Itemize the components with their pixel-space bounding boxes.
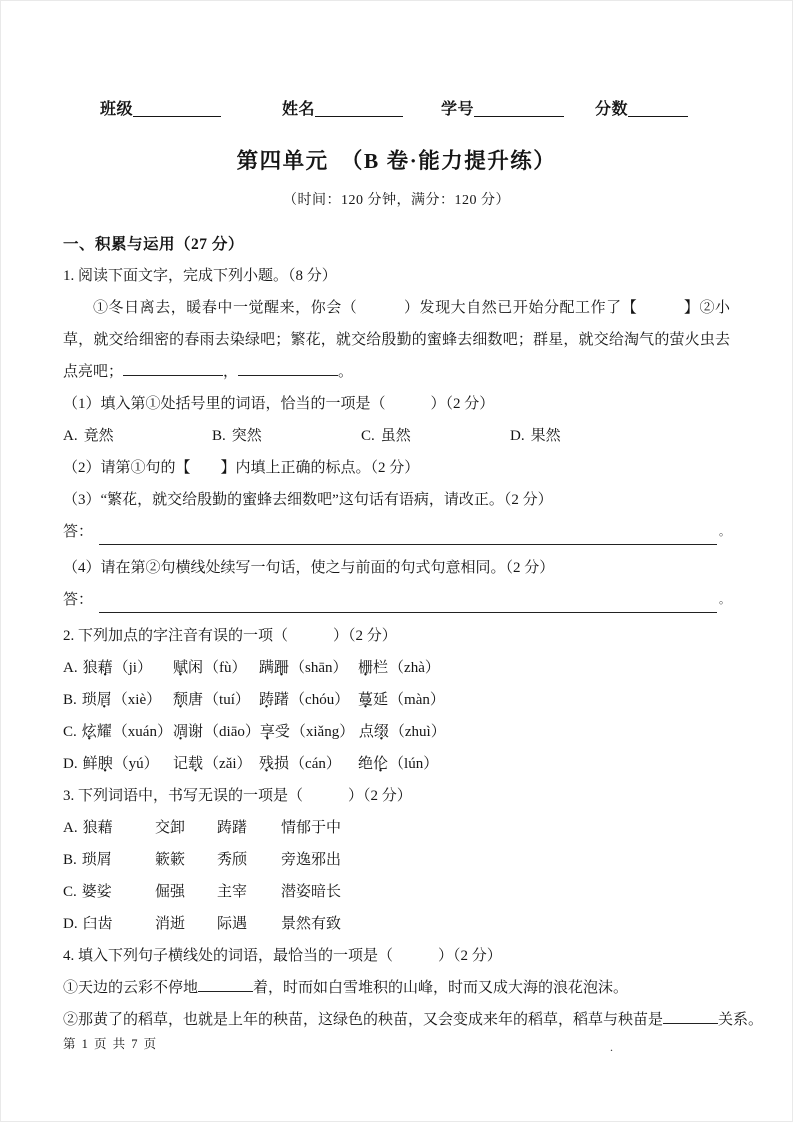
word-item <box>155 908 217 940</box>
pinyin: （chóu） <box>290 692 350 708</box>
q3-rows <box>63 812 730 940</box>
write-in-blank[interactable] <box>99 544 717 545</box>
plain-char: 耀 <box>96 724 112 740</box>
passage-text: ①冬日离去，暖春中一觉醒来，你会（ ）发现大自然已开始分配工作了【 】②小草，就交给细密的春雨去染绿吧；繁花，就交给殷勤的蜜蜂去细数吧；群星，就交给淘气的萤火虫去点亮吧； <box>63 300 730 380</box>
emphasized-char: 颓 <box>173 692 189 708</box>
option-label: A. <box>63 428 78 444</box>
pinyin-item <box>173 652 259 684</box>
write-in-blank[interactable] <box>198 976 253 992</box>
pinyin-item <box>260 716 359 748</box>
word <box>82 724 112 740</box>
pinyin: （diāo） <box>204 724 260 740</box>
field-label: 分数 <box>595 101 629 118</box>
word <box>259 756 289 772</box>
word-item <box>217 844 281 876</box>
word <box>173 660 203 676</box>
word-item <box>281 812 341 844</box>
plain-char: 鲜 <box>82 756 98 772</box>
option-c <box>361 420 510 452</box>
pinyin-item <box>259 748 358 780</box>
sentence-text: ①天边的云彩不停地 <box>63 980 199 996</box>
stray-mark: . <box>610 1040 613 1054</box>
option-label: D. <box>510 428 525 444</box>
pinyin-item <box>63 748 173 780</box>
q1-stem: 1. 阅读下面文字，完成下列小题。（8 分） <box>63 268 337 284</box>
pinyin: （cán） <box>290 756 341 772</box>
option-label: C. <box>361 428 375 444</box>
option-text: 突然 <box>231 428 262 444</box>
q4-sentence-2 <box>63 1004 764 1036</box>
pinyin: （xuán） <box>112 724 172 740</box>
q1-sub1-options <box>63 420 730 452</box>
word <box>260 724 290 740</box>
q4-sentence-1 <box>63 972 730 1004</box>
row-label: A. <box>63 820 78 836</box>
field-label: 学号 <box>441 101 475 118</box>
plain-char: 记 <box>173 756 189 772</box>
emphasized-char: 残 <box>259 756 275 772</box>
emphasized-char: 踌 <box>259 692 275 708</box>
row-label: B. <box>63 692 77 708</box>
emphasized-char: 蔓 <box>358 692 374 708</box>
pinyin-item <box>359 716 446 748</box>
answer-label: 答： <box>63 592 94 608</box>
q1-sub4-answer-line <box>63 584 730 620</box>
word-item <box>63 876 155 908</box>
plain-char: 蹒 <box>259 660 275 676</box>
q1-sub1-stem: （1）填入第①处括号里的词语，恰当的一项是（ ）（2 分） <box>63 396 495 412</box>
word <box>358 660 388 676</box>
word: 消逝 <box>155 916 186 932</box>
student-info-field <box>282 96 403 119</box>
q4-stem: 4. 填入下列句子横线处的词语，最恰当的一项是（ ）（2 分） <box>63 948 502 964</box>
pinyin-item <box>173 748 259 780</box>
word: 臼齿 <box>82 916 113 932</box>
sentence-text: ②那黄了的稻草，也就是上年的秧苗，这绿色的秧苗，又会变成来年的稻草，稻草与秧苗是 <box>63 1012 664 1028</box>
pinyin-item <box>358 684 445 716</box>
row-label: C. <box>63 724 77 740</box>
field-label: 姓名 <box>282 101 316 118</box>
write-in-blank[interactable] <box>628 116 688 117</box>
passage-comma: ， <box>223 364 239 380</box>
option-label: B. <box>212 428 226 444</box>
write-in-blank[interactable] <box>99 612 717 613</box>
q3-row <box>63 876 730 908</box>
word-item <box>281 876 341 908</box>
write-in-blank[interactable] <box>474 116 564 117</box>
q1-sub4-stem: （4）请在第②句横线处续写一句话，使之与前面的句式句意相同。（2 分） <box>63 560 555 576</box>
plain-char: 狼 <box>82 660 98 676</box>
pinyin: （lún） <box>389 756 439 772</box>
emphasized-char: 缀 <box>373 724 389 740</box>
word-item <box>63 908 155 940</box>
pinyin: （zhuì） <box>389 724 446 740</box>
emphasized-char: 炫 <box>81 724 97 740</box>
pinyin-item <box>173 684 259 716</box>
passage-period: 。 <box>338 364 354 380</box>
plain-char: 损 <box>274 756 290 772</box>
sentence-text: 着，时而如白雪堆积的山峰，时而又成大海的浪花泡沫。 <box>253 980 629 996</box>
write-in-blank[interactable] <box>663 1008 718 1024</box>
field-label: 班级 <box>100 101 134 118</box>
plain-char: 躇 <box>274 692 290 708</box>
word-item <box>217 876 281 908</box>
q1-passage <box>63 292 730 388</box>
pinyin-item <box>259 684 358 716</box>
word: 旁逸邪出 <box>281 852 342 868</box>
q2-row <box>63 652 730 684</box>
word <box>358 692 388 708</box>
answer-period: 。 <box>719 526 730 538</box>
sentence-text: 关系。 <box>718 1012 764 1028</box>
pinyin: （shān） <box>290 660 348 676</box>
word-item <box>63 844 155 876</box>
q3-stem: 3. 下列词语中，书写无误的一项是（ ）（2 分） <box>63 788 412 804</box>
q2-row <box>63 684 730 716</box>
option-text: 虽然 <box>380 428 411 444</box>
pinyin-item <box>358 652 440 684</box>
word: 际遇 <box>217 916 248 932</box>
word <box>173 756 203 772</box>
row-label: C. <box>63 884 77 900</box>
pinyin: （màn） <box>389 692 445 708</box>
pinyin: （zǎi） <box>204 756 252 772</box>
pinyin: （xiè） <box>112 692 162 708</box>
q3-row <box>63 908 730 940</box>
word <box>359 724 389 740</box>
word-item <box>63 812 155 844</box>
word-item <box>155 844 217 876</box>
emphasized-char: 载 <box>188 756 204 772</box>
pinyin: （zhà） <box>389 660 440 676</box>
plain-char: 栏 <box>373 660 389 676</box>
option-b <box>212 420 361 452</box>
q2-stem: 2. 下列加点的字注音有误的一项（ ）（2 分） <box>63 628 397 644</box>
word: 主宰 <box>217 884 248 900</box>
word: 秀颀 <box>217 852 248 868</box>
word <box>173 692 203 708</box>
word <box>82 692 112 708</box>
word-item <box>217 812 281 844</box>
option-d <box>510 420 659 452</box>
row-label: B. <box>63 852 77 868</box>
plain-char: 受 <box>274 724 290 740</box>
plain-char: 闲 <box>188 660 204 676</box>
student-info-row <box>63 96 730 119</box>
section-heading: 一、积累与运用（27 分） <box>63 236 244 253</box>
exam-title: 第四单元 （B 卷·能力提升练） <box>236 149 557 173</box>
word-item <box>155 876 217 908</box>
word-item <box>155 812 217 844</box>
student-info-field <box>595 96 688 119</box>
word: 交卸 <box>155 820 186 836</box>
plain-char: 点 <box>358 724 374 740</box>
q3-row <box>63 812 730 844</box>
option-text: 竟然 <box>83 428 114 444</box>
pinyin: （yú） <box>113 756 159 772</box>
write-in-blank[interactable] <box>123 360 223 376</box>
answer-label: 答： <box>63 524 94 540</box>
emphasized-char: 栅 <box>358 660 374 676</box>
word <box>358 756 388 772</box>
emphasized-char: 凋 <box>173 724 189 740</box>
word: 婆娑 <box>81 884 112 900</box>
pinyin: （xiǎng） <box>290 724 355 740</box>
pinyin-item <box>63 684 173 716</box>
pinyin-item <box>173 716 260 748</box>
word <box>83 756 113 772</box>
word-item <box>281 844 341 876</box>
pinyin-item <box>63 716 173 748</box>
pinyin: （tuí） <box>204 692 250 708</box>
q2-row <box>63 748 730 780</box>
plain-char: 唐 <box>188 692 204 708</box>
word: 簌簌 <box>155 852 186 868</box>
word: 倔强 <box>155 884 186 900</box>
student-info-field <box>100 96 221 119</box>
word <box>83 660 113 676</box>
emphasized-char: 屑 <box>96 692 112 708</box>
emphasized-char: 跚 <box>274 660 290 676</box>
row-label: A. <box>63 660 78 676</box>
row-label: D. <box>63 756 78 772</box>
page-number: 第 1 页 共 7 页 <box>63 1037 158 1051</box>
word <box>259 692 289 708</box>
answer-period: 。 <box>719 594 730 606</box>
word <box>259 660 289 676</box>
write-in-blank[interactable] <box>133 116 221 117</box>
pinyin: （ji） <box>113 660 152 676</box>
word: 景然有致 <box>281 916 342 932</box>
word: 潜姿暗长 <box>281 884 342 900</box>
plain-char: 延 <box>373 692 389 708</box>
write-in-blank[interactable] <box>315 116 403 117</box>
pinyin-item <box>63 652 173 684</box>
word-item <box>217 908 281 940</box>
word: 狼藉 <box>82 820 113 836</box>
word: 琐屑 <box>81 852 112 868</box>
word: 情郁于中 <box>281 820 342 836</box>
plain-char: 绝 <box>358 756 374 772</box>
emphasized-char: 赋 <box>173 660 189 676</box>
exam-body <box>63 260 764 1036</box>
q1-sub3-answer-line <box>63 516 730 552</box>
plain-char: 谢 <box>188 724 204 740</box>
student-info-field <box>441 96 564 119</box>
pinyin: （fù） <box>204 660 247 676</box>
q3-row <box>63 844 730 876</box>
emphasized-char: 藉 <box>97 660 113 676</box>
row-label: D. <box>63 916 78 932</box>
write-in-blank[interactable] <box>238 360 338 376</box>
pinyin-item <box>358 748 438 780</box>
exam-meta: （时间：120 分钟，满分：120 分） <box>283 193 510 208</box>
q2-rows <box>63 652 730 780</box>
emphasized-char: 伦 <box>373 756 389 772</box>
word: 踌躇 <box>217 820 248 836</box>
q2-row <box>63 716 730 748</box>
option-text: 果然 <box>530 428 561 444</box>
option-a <box>63 420 212 452</box>
emphasized-char: 腴 <box>97 756 113 772</box>
word-item <box>281 908 341 940</box>
word <box>173 724 203 740</box>
q1-sub2-stem: （2）请第①句的【 】内填上正确的标点。（2 分） <box>63 460 420 476</box>
emphasized-char: 享 <box>259 724 275 740</box>
q1-sub3-stem: （3）“繁花，就交给殷勤的蜜蜂去细数吧”这句话有语病，请改正。（2 分） <box>63 492 553 508</box>
plain-char: 琐 <box>81 692 97 708</box>
pinyin-item <box>259 652 358 684</box>
